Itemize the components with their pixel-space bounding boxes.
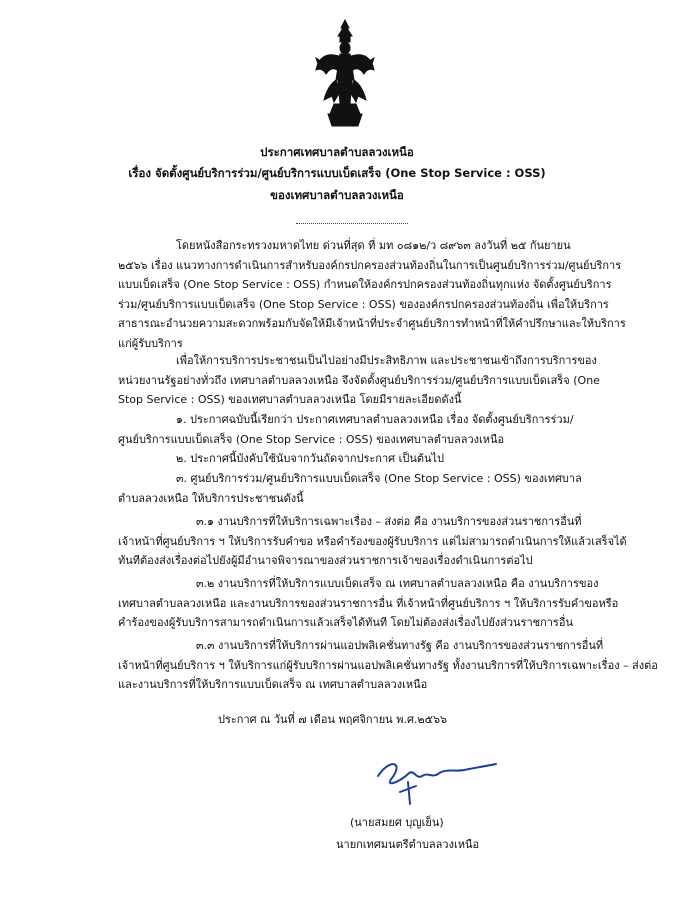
text-line: ๓.๒ งานบริการที่ให้บริการแบบเบ็ดเสร็จ ณ เทศบาลตำบลลวงเหนือ คือ งานบริการของ [196, 577, 599, 590]
text-line: ๓. ศูนย์บริการร่วม/ศูนย์บริการแบบเบ็ดเสร็จ (One Stop Service : OSS) ของเทศบาล [176, 472, 582, 485]
paragraph-1 [118, 236, 622, 275]
announcement-date [118, 710, 598, 730]
text-line: ๓.๓ งานบริการที่ให้บริการผ่านแอปพลิเคชั่นทางรัฐ คือ งานบริการของส่วนราชการอื่นที่ [196, 639, 604, 652]
item-1 [118, 410, 598, 449]
garuda-emblem [314, 18, 376, 130]
text-line: เทศบาลตำบลลวงเหนือ และงานบริการของส่วนราชการอื่น ที่เจ้าหน้าที่ศูนย์บริการ ฯ ให้บริการรับคำขอหรือ [118, 596, 619, 610]
item-3-3 [118, 636, 658, 695]
text-line: คำร้องของผู้รับบริการสามารถดำเนินการแล้วเสร็จได้ทันที โดยไม่ต้องส่งเรื่องไปยังส่วนราชการอื่น [118, 616, 573, 630]
text-line: โดยหนังสือกระทรวงมหาดไทย ด่วนที่สุด ที่ มท ๐๘๑๒/ว ๘๙๖๓ ลงวันที่ ๒๕ กันยายน [176, 239, 571, 252]
paragraph-2 [118, 351, 598, 410]
title-divider [296, 223, 408, 224]
text-line: ๒๕๖๖ เรื่อง แนวทางการดำเนินการสำหรับองค์กรปกครองส่วนท้องถิ่นในการเป็นศูนย์บริการร่วม/ศูนย์บริการ [118, 258, 622, 272]
text-line: ประกาศ ณ วันที่ ๗ เดือน พฤศจิกายน พ.ศ.๒๕๖๖ [218, 713, 447, 726]
signer-position: นายกเทศมนตรีตำบลลวงเหนือ [336, 838, 480, 851]
text-line: หน่วยงานรัฐอย่างทั่วถึง เทศบาลตำบลลวงเหนือ จึงจัดตั้งศูนย์บริการร่วม/ศูนย์บริการแบบเบ็ดเสร็จ (One [118, 373, 600, 387]
signature [370, 752, 500, 812]
signer-name: (นายสมยศ บุญเย็น) [350, 816, 444, 829]
item-3-2 [118, 574, 619, 633]
text-line: ร่วม/ศูนย์บริการแบบเบ็ดเสร็จ (One Stop Service : OSS) ขององค์กรปกครองส่วนท้องถิ่น เพื่อให้บริการ [118, 297, 609, 311]
text-line: ๒. ประกาศนี้บังคับใช้นับจากวันถัดจากประกาศ เป็นต้นไป [176, 452, 445, 465]
title-line-3: ของเทศบาลตำบลลวงเหนือ [270, 188, 404, 202]
text-line: ตำบลลวงเหนือ ให้บริการประชาชนดังนี้ [118, 491, 304, 505]
paragraph-1-cont [118, 275, 626, 353]
text-line: แก่ผู้รับบริการ [118, 336, 183, 350]
text-line: ทันทีต้องส่งเรื่องต่อไปยังผู้มีอำนาจพิจารณาของส่วนราชการเจ้าของเรื่องดำเนินการต่อไป [118, 554, 533, 568]
text-line: สาธารณะอำนวยความสะดวกพร้อมกับจัดให้มีเจ้าหน้าที่ประจำศูนย์บริการทำหน้าที่ให้คำปรึกษาและให้บริการ [118, 317, 626, 331]
text-line: เพื่อให้การบริการประชาชนเป็นไปอย่างมีประสิทธิภาพ และประชาชนเข้าถึงการบริการของ [176, 354, 597, 367]
text-line: ศูนย์บริการแบบเบ็ดเสร็จ (One Stop Service : OSS) ของเทศบาลตำบลลวงเหนือ [118, 432, 505, 446]
text-line: เจ้าหน้าที่ศูนย์บริการ ฯ ให้บริการแก่ผู้รับบริการผ่านแอปพลิเคชั่นทางรัฐ ทั้งงานบริการที่ให้บริการเฉพาะเรื่อง – ส่งต่อ [118, 658, 658, 672]
title-line-2: เรื่อง จัดตั้งศูนย์บริการร่วม/ศูนย์บริการแบบเบ็ดเสร็จ (One Stop Service : OSS) [128, 166, 546, 180]
text-line: เจ้าหน้าที่ศูนย์บริการ ฯ ให้บริการรับคำขอ หรือคำร้องของผู้รับบริการ แต่ไม่สามารถดำเนินการให้แล้วเสร็จได้ [118, 534, 627, 548]
item-3-1 [118, 512, 627, 571]
text-line: ๑. ประกาศฉบับนี้เรียกว่า ประกาศเทศบาลตำบลลวงเหนือ เรื่อง จัดตั้งศูนย์บริการร่วม/ [176, 413, 574, 426]
title-line-1: ประกาศเทศบาลตำบลลวงเหนือ [260, 145, 414, 159]
text-line: แบบเบ็ดเสร็จ (One Stop Service : OSS) กำหนดให้องค์กรปกครองส่วนท้องถิ่นทุกแห่ง จัดตั้งศูนย์บริการ [118, 278, 612, 291]
text-line: Stop Service : OSS) ของเทศบาลตำบลลวงเหนือ โดยมีรายละเอียดดังนี้ [118, 393, 462, 407]
text-line: และงานบริการที่ให้บริการแบบเบ็ดเสร็จ ณ เทศบาลตำบลลวงเหนือ [118, 678, 428, 692]
item-3 [118, 469, 598, 508]
text-line: ๓.๑ งานบริการที่ให้บริการเฉพาะเรื่อง – ส่งต่อ คือ งานบริการของส่วนราชการอื่นที่ [196, 515, 582, 528]
item-2 [118, 449, 598, 469]
